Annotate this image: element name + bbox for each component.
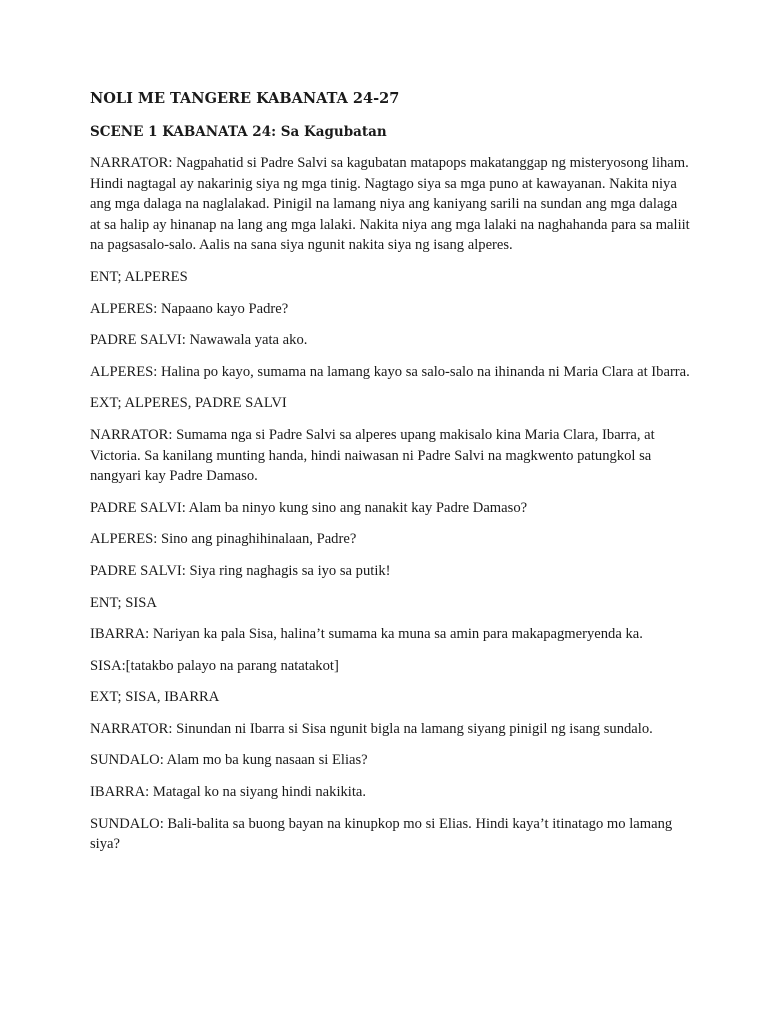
dialogue-line: ALPERES: Sino ang pinaghihinalaan, Padre? xyxy=(90,531,357,548)
stage-direction: EXT; SISA, IBARRA xyxy=(90,689,220,706)
narrator-paragraph: NARRATOR: Sinundan ni Ibarra si Sisa ngunit bigla na lamang siyang pinigil ng isang sundalo. xyxy=(90,720,653,737)
narrator-paragraph: NARRATOR: Sumama nga si Padre Salvi sa alperes upang makisalo kina Maria Clara, Ibarra, at Victoria. Sa kanilang munting handa, hindi naiwasan ni Padre Salvi na magkwento patungkol sa nangyari kay Padre Damaso. xyxy=(90,426,655,485)
narrator-paragraph: NARRATOR: Nagpahatid si Padre Salvi sa kagubatan matapops makatanggap ng misteryosong liham. Hindi nagtagal ay nakarinig siya ng mga tinig. Nagtago siya sa mga puno at kawayanan. Nakita niya ang mga dalaga na naglalakad. Pinigil na lamang niya ang kaniyang sarili na sundan ang mga dalaga at sa halip ay hinanap na lang ang mga lalaki. Nakita niya ang mga lalaki na naghahanda para sa maliit na pagsasalo-salo. Aalis na sana siya ngunit nakita siya ng isang alperes. xyxy=(90,155,690,254)
dialogue-line: IBARRA: Nariyan ka pala Sisa, halina’t sumama ka muna sa amin para makapagmeryenda ka. xyxy=(90,626,643,643)
dialogue-line: PADRE SALVI: Nawawala yata ako. xyxy=(90,332,308,349)
stage-direction: ENT; ALPERES xyxy=(90,268,188,285)
dialogue-line: SUNDALO: Bali-balita sa buong bayan na kinupkop mo si Elias. Hindi kaya’t itinatago mo lamang siya? xyxy=(90,815,673,853)
scene-title: SCENE 1 KABANATA 24: Sa Kagubatan xyxy=(90,124,387,140)
dialogue-line: SUNDALO: Alam mo ba kung nasaan si Elias? xyxy=(90,752,368,769)
dialogue-line: IBARRA: Matagal ko na siyang hindi nakikita. xyxy=(90,784,367,801)
dialogue-line: PADRE SALVI: Alam ba ninyo kung sino ang nanakit kay Padre Damaso? xyxy=(90,499,528,516)
dialogue-line: PADRE SALVI: Siya ring naghagis sa iyo sa putik! xyxy=(90,562,391,579)
document-title: NOLI ME TANGERE KABANATA 24-27 xyxy=(90,90,400,107)
stage-direction: ENT; SISA xyxy=(90,594,157,611)
dialogue-line: SISA:[tatakbo palayo na parang natatakot] xyxy=(90,657,339,674)
dialogue-line: ALPERES: Halina po kayo, sumama na lamang kayo sa salo-salo na ihinanda ni Maria Clara at Ibarra. xyxy=(90,363,690,380)
document-page xyxy=(90,88,690,866)
stage-direction: EXT; ALPERES, PADRE SALVI xyxy=(90,395,287,412)
dialogue-line: ALPERES: Napaano kayo Padre? xyxy=(90,300,289,317)
